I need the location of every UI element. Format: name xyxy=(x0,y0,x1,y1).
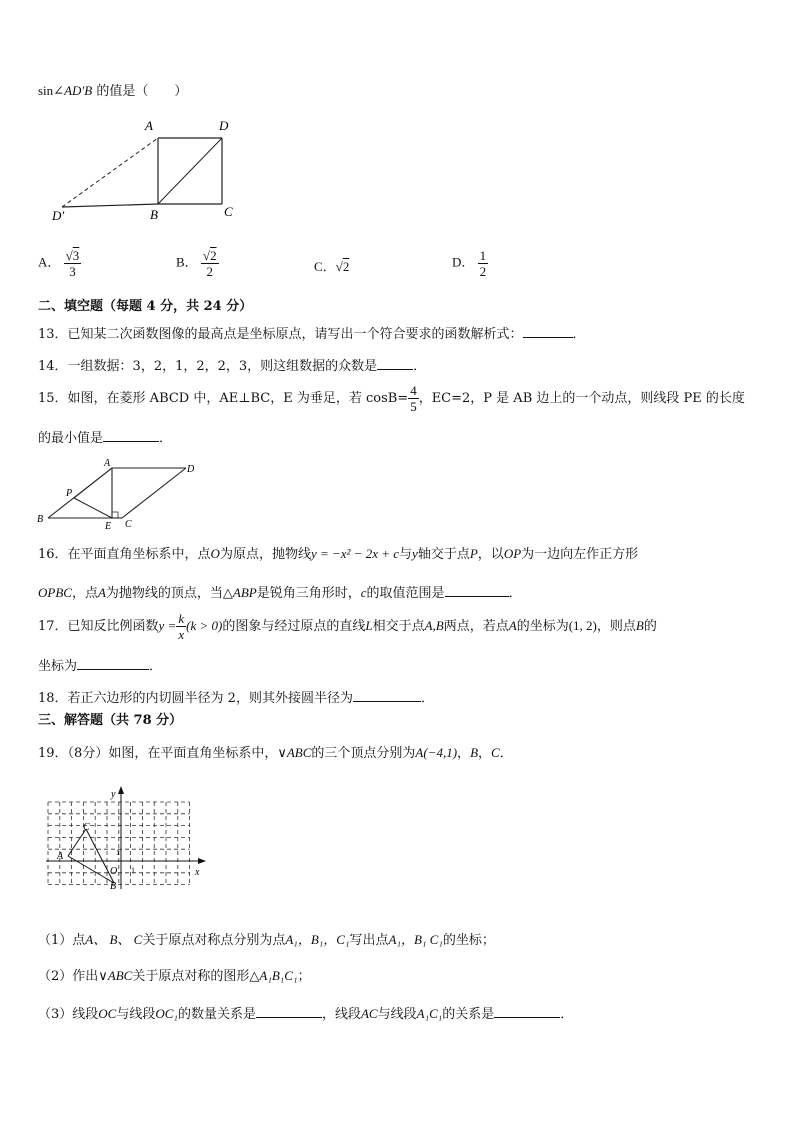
answer-blank[interactable] xyxy=(523,323,573,338)
q17-line1: 17．已知反比例函数y = $\frac{k}{x}$ (k > 0)的图象与经过原点的直线L相交于点A,B两点，若点A的坐标为(1, 2)，则点B的 xyxy=(38,611,657,642)
option-d[interactable]: D． $\frac{1}{2}$ xyxy=(452,248,487,279)
section2-heading: 二、填空题（每题 4 分，共 24 分） xyxy=(38,299,253,314)
section3-heading: 三、解答题（共 78 分） xyxy=(38,713,183,728)
label-O: O xyxy=(110,866,118,877)
label-D: D xyxy=(187,464,195,475)
answer-blank[interactable] xyxy=(445,582,509,597)
figure-square-abcd xyxy=(40,112,260,224)
option-c[interactable]: C．√2 xyxy=(314,259,350,274)
answer-blank[interactable] xyxy=(256,1003,322,1018)
label-A: A xyxy=(57,851,64,862)
figure-rhombus xyxy=(34,456,204,532)
label-Dp: D′ xyxy=(52,208,65,223)
label-C: C xyxy=(224,204,233,219)
answer-blank[interactable] xyxy=(353,687,421,702)
answer-blank[interactable] xyxy=(494,1003,560,1018)
option-a[interactable]: A． $\frac{√3}{3}$ xyxy=(38,248,80,279)
label-B: B xyxy=(110,881,117,892)
q13: 13．已知某二次函数图像的最高点是坐标原点，请写出一个符合要求的函数解析式： ． xyxy=(38,323,586,344)
label-P: P xyxy=(66,488,73,499)
q15-line1: 15．如图，在菱形 ABCD 中，AE⊥BC，E 为垂足，若 cosB= $\frac{4}{5}$ ，EC=2，P 是 AB 边上的一个动点，则线段 PE 的长度 xyxy=(38,383,745,414)
label-B: B xyxy=(37,514,44,525)
q16-line2: OPBC，点A为抛物线的顶点，当△ABP是锐角三角形时，c的取值范围是 ． xyxy=(38,582,522,603)
label-A: A xyxy=(145,118,153,133)
figure-coordinate-grid xyxy=(38,785,218,897)
answer-blank[interactable] xyxy=(103,427,159,442)
option-b[interactable]: B． $\frac{√2}{2}$ xyxy=(176,248,217,279)
label-E: E xyxy=(105,521,112,532)
axis-x-label: x xyxy=(195,867,200,878)
q14: 14．一组数据：3，2，1，2，2，3，则这组数据的众数是 ． xyxy=(38,355,426,376)
answer-blank[interactable] xyxy=(77,655,149,670)
q19-stem: 19．（8分）如图，在平面直角坐标系中，∨ABC的三个顶点分别为A(−4,1)，B，C． xyxy=(38,745,513,761)
axis-y-label: y xyxy=(111,789,116,800)
answer-blank[interactable] xyxy=(377,355,413,370)
label-B: B xyxy=(150,207,158,222)
tick-y-1: 1 xyxy=(116,848,120,857)
q19-part2: （2）作出∨ABC关于原点对称的图形△A₁B₁C₁； xyxy=(38,968,311,984)
q19-part3: （3）线段OC与线段OC₁的数量关系是 ，线段AC与线段A₁C₁的关系是 ． xyxy=(38,1003,573,1024)
q16-line1: 16．在平面直角坐标系中，点O为原点，抛物线y = −x² − 2x + c与y轴交于点P，以OP为一边向左作正方形 xyxy=(38,546,639,562)
q19-part1: （1）点A、 B、 C关于原点对称点分别为点A₁，B₁，C₁写出点A₁，B₁ C₁的坐标； xyxy=(38,932,495,948)
label-C: C xyxy=(83,822,90,833)
label-C: C xyxy=(125,519,132,530)
q17-line2: 坐标为 ． xyxy=(38,655,162,676)
q15-line2: 的最小值是 ． xyxy=(38,427,172,448)
q18: 18．若正六边形的内切圆半径为 2，则其外接圆半径为 ． xyxy=(38,687,434,708)
label-A: A xyxy=(104,458,111,469)
tick-x-1: 1 xyxy=(131,866,135,875)
label-D: D xyxy=(219,118,229,133)
q12-stem: sin∠AD′B 的值是（ ） xyxy=(38,83,188,99)
